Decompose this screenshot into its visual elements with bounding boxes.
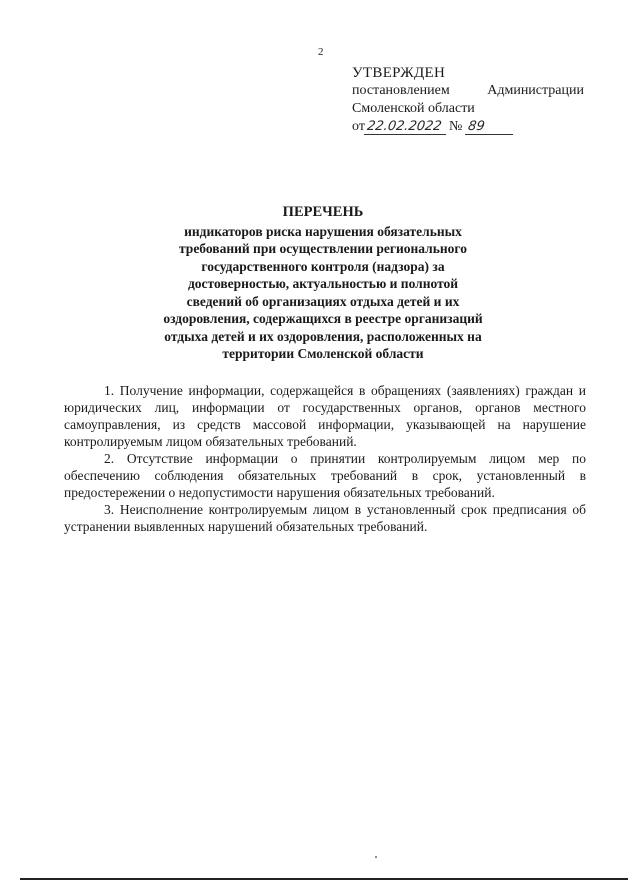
approved-label: УТВЕРЖДЕН	[352, 65, 446, 81]
page-number: 2	[318, 46, 324, 58]
title-line: государственного контроля (надзора) за	[201, 258, 445, 274]
decree-line	[352, 82, 584, 100]
document-title	[150, 204, 496, 363]
handwritten-date: 22.02.2022	[364, 120, 448, 135]
title-line: достоверностью, актуальностью и полнотой	[187, 276, 459, 291]
list-item-3: 3. Неисполнение контролируемым лицом в установленный срок предписания об устранении выявленных нарушений обязательных требований.	[64, 502, 586, 534]
scan-speck	[375, 856, 377, 858]
number-sign: №	[448, 119, 463, 134]
handwritten-number: 89	[465, 120, 515, 135]
date-line	[352, 118, 584, 136]
administration-word: Администрации	[487, 83, 584, 98]
title-line: сведений об организациях отдыха детей и их	[186, 293, 460, 309]
list-item-1: 1. Получение информации, содержащейся в обращениях (заявлениях) граждан и юридических лиц, информации от государственных органов, органов местного самоуправления, из средств массовой информации, указывающей на нарушение контролируемым лицом обязательных требований.	[64, 383, 586, 449]
title-line: территории Смоленской области	[222, 346, 424, 361]
list-item-2: 2. Отсутствие информации о принятии контролируемым лицом мер по обеспечению соблюдения обязательных требований в срок, установленный в предостережении о недопустимости нарушения обязательных требований.	[64, 451, 586, 500]
title-line: индикаторов риска нарушения обязательных	[184, 223, 462, 239]
title-line: отдыха детей и их оздоровления, расположенных на	[164, 328, 482, 344]
decree-word: постановлением	[352, 83, 450, 98]
indicator-list	[64, 382, 586, 535]
title-line: оздоровления, содержащихся в реестре организаций	[163, 311, 483, 326]
date-prefix: от	[352, 119, 365, 134]
approval-stamp	[352, 64, 584, 136]
title-heading: ПЕРЕЧЕНЬ	[282, 204, 364, 220]
region-name: Смоленской области	[352, 101, 475, 116]
bottom-rule	[20, 878, 628, 880]
title-line: требований при осуществлении регионального	[179, 241, 467, 256]
